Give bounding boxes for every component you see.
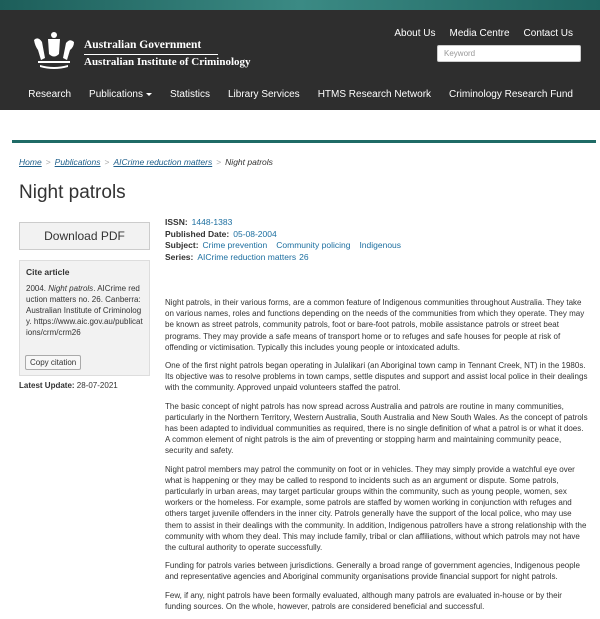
- coat-of-arms-icon: [28, 30, 80, 70]
- nav-label: Library Services: [227, 89, 300, 100]
- page-title: Night patrols: [19, 182, 126, 203]
- subject-link[interactable]: Crime prevention: [202, 240, 268, 250]
- subject-row: [165, 240, 410, 252]
- breadcrumb-home[interactable]: Home: [19, 157, 42, 167]
- logo-divider: [84, 54, 218, 55]
- series-row: [165, 252, 410, 264]
- contact-us-link[interactable]: Contact Us: [523, 28, 573, 39]
- nav-research[interactable]: [10, 89, 71, 100]
- latest-update: [19, 381, 118, 390]
- about-us-link[interactable]: About Us: [394, 28, 436, 39]
- government-name: Australian Government: [84, 39, 202, 51]
- subject-label: Subject:: [165, 240, 199, 250]
- section-divider: [12, 140, 596, 143]
- issn-row: [165, 217, 410, 229]
- nav-label: Publications: [89, 89, 143, 100]
- nav-label: Criminology Research Fund: [449, 89, 573, 100]
- cite-title: Night patrols: [48, 284, 94, 293]
- institute-name: Australian Institute of Criminology: [84, 56, 251, 68]
- cite-article-panel: [19, 260, 150, 376]
- cite-heading: Cite article: [26, 267, 70, 277]
- article-body: [165, 297, 589, 619]
- copy-citation-button[interactable]: Copy citation: [25, 355, 81, 370]
- cite-year: 2004.: [26, 284, 47, 293]
- cite-url: https://www.aic.gov.au/publications/crm/crm26: [26, 317, 143, 337]
- subject-link[interactable]: Indigenous: [359, 240, 402, 250]
- nav-library-services[interactable]: [210, 89, 300, 100]
- nav-htms-research-network[interactable]: [300, 89, 431, 100]
- published-date-link[interactable]: 05-08-2004: [233, 228, 277, 239]
- site-logo[interactable]: [28, 30, 251, 70]
- breadcrumb-separator: >: [104, 157, 110, 167]
- date-row: [165, 229, 410, 241]
- media-centre-link[interactable]: Media Centre: [449, 28, 510, 39]
- breadcrumb: [19, 157, 273, 167]
- latest-update-label: Latest Update:: [19, 381, 75, 390]
- series-number-link[interactable]: 26: [299, 251, 309, 262]
- main-navigation: [10, 89, 573, 100]
- cite-rest: . AICrime reduction matters no. 26. Canberra: Australian Institute of Criminology.: [26, 284, 142, 326]
- search-input[interactable]: [437, 45, 581, 62]
- body-paragraph: Funding for patrols varies between jurisdictions. Generally a broad range of government agencies, Indigenous people and representative agencies and Aboriginal community organisations provide financial support for night patrols.: [165, 561, 580, 582]
- nav-statistics[interactable]: [152, 89, 210, 100]
- nav-label: Statistics: [169, 89, 210, 100]
- top-accent-strip: [0, 0, 600, 10]
- body-paragraph: Night patrols, in their various forms, are a common feature of Indigenous communities throughout Australia. They take on various names, roles and functions depending on the needs of the communities from which they operate. They may be known as street patrols, community patrols, foot or bare-foot patrols, mobile assistance patrols or street beat programs. They may provide a safe means of transport home or to refuges and safe houses for people at risk of offending or victimisation. Typically this includes young people or intoxicated adults.: [165, 298, 585, 352]
- nav-publications[interactable]: [71, 89, 152, 100]
- breadcrumb-current: Night patrols: [225, 157, 273, 167]
- nav-criminology-research-fund[interactable]: [431, 89, 573, 100]
- utility-links: [394, 28, 573, 39]
- body-paragraph: The basic concept of night patrols has now spread across Australia and patrols are routine in many communities, particularly in the Northern Territory, Western Australia, South Australia and New South Wales. As the concept of patrols has been adapted to individual communities as required, there is no single definition of what a patrol is or what it does. A common element of night patrols is the aim of preventing or stopping harm and maintaining community peace, security and safety.: [165, 401, 588, 456]
- series-label: Series:: [165, 251, 194, 262]
- nav-label: HTMS Research Network: [317, 89, 432, 100]
- download-pdf-button[interactable]: Download PDF: [19, 222, 150, 250]
- body-paragraph: One of the first night patrols began operating in Julalikari (an Aboriginal town camp in Tennant Creek, NT) in the 1980s. Its objective was to resolve problems in town camps, settle disputes and support and assist local police in their dealings with the community. Approved unpaid volunteers staffed the patrol.: [165, 361, 588, 393]
- body-paragraph: Few, if any, night patrols have been formally evaluated, although many patrols are evaluated in-house or by their funding sources. On the whole, however, patrols are considered beneficial and successful.: [165, 590, 562, 611]
- publication-metadata: [165, 217, 410, 263]
- subject-link[interactable]: Community policing: [276, 240, 351, 250]
- issn-link[interactable]: 1448-1383: [191, 217, 233, 227]
- breadcrumb-series[interactable]: AICrime reduction matters: [113, 157, 213, 167]
- site-header: [0, 10, 600, 110]
- date-label: Published Date:: [165, 228, 230, 239]
- breadcrumb-publications[interactable]: Publications: [54, 157, 101, 167]
- latest-update-value: 28-07-2021: [76, 381, 118, 390]
- body-paragraph: Night patrol members may patrol the community on foot or in vehicles. They may simply provide a watchful eye over what is happening or they may be called to respond to incidents such as an argument or dispute. Some patrols, particularly in urban areas, may target particular groups within the community, such as young people, women, sex workers or the homeless. For example, some patrols are staffed by women working in conjunction with refuges and others target juvenile offenders in the inner city. Patrols generally have the support of the local police, who may use them to assist in their dealings with the community. In addition, Indigenous patrollers have a strong relationship with the community with whom they deal. This may include family, tribal or clan affiliations, without which patrols may not have the cultural authority to operate successfully.: [165, 464, 587, 553]
- breadcrumb-separator: >: [45, 157, 51, 167]
- issn-label: ISSN:: [165, 217, 188, 227]
- citation-text: [26, 283, 143, 338]
- nav-label: Research: [28, 89, 72, 100]
- breadcrumb-separator: >: [216, 157, 222, 167]
- series-link[interactable]: AICrime reduction matters: [197, 251, 297, 262]
